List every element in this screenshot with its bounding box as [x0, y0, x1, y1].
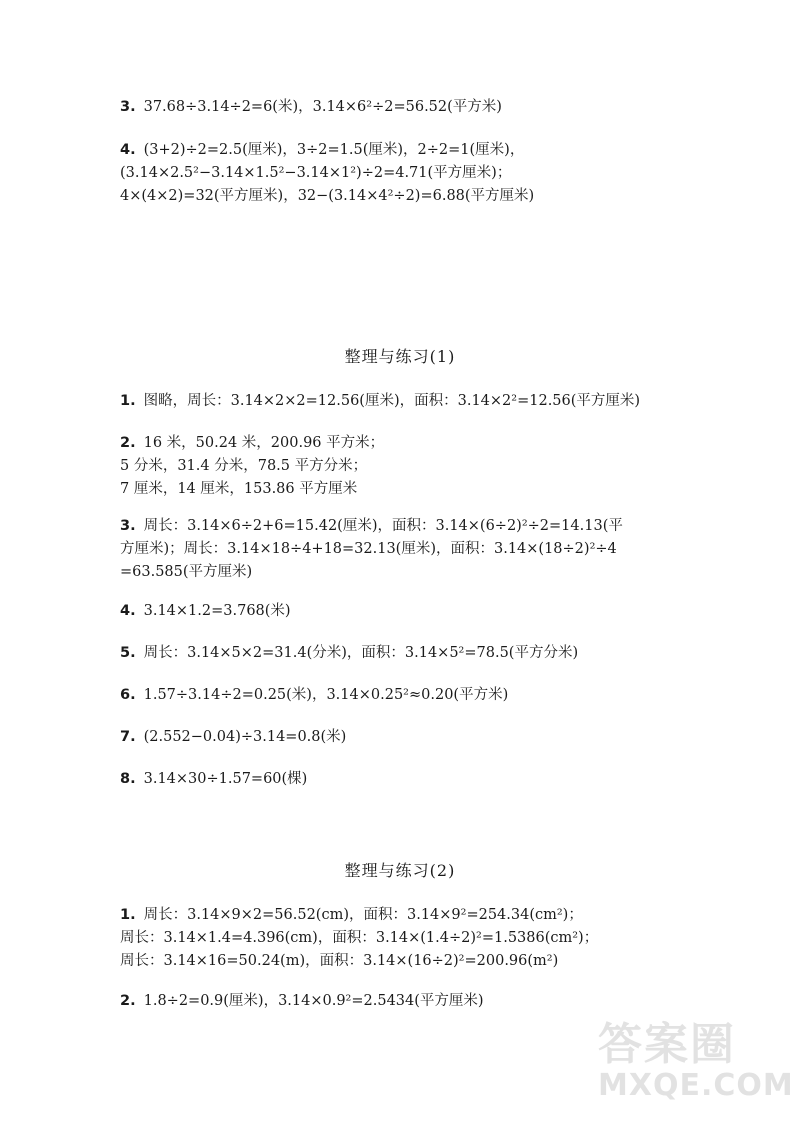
- item-text: 周长：3.14×5×2=31.4(分米)，面积：3.14×5²=78.5(平方分米): [143, 645, 579, 661]
- s1-item-3: [120, 515, 700, 584]
- s1-item-5: [120, 642, 700, 665]
- item-number: 7.: [120, 729, 136, 745]
- item-text: 周长：3.14×9×2=56.52(cm)，面积：3.14×9²=254.34(cm²)；: [143, 907, 583, 923]
- item-text: 1.8÷2=0.9(厘米)，3.14×0.9²=2.5434(平方厘米): [143, 993, 484, 1009]
- answer-line: [120, 726, 700, 749]
- watermark-logo: [598, 1008, 794, 1118]
- answer-line: [120, 96, 700, 119]
- item-number: 5.: [120, 645, 136, 661]
- answer-line: 周长：3.14×16=50.24(m)，面积：3.14×(16÷2)²=200.96(m²): [120, 953, 559, 969]
- item-number: 6.: [120, 687, 136, 703]
- item-text: (2.552−0.04)÷3.14=0.8(米): [143, 729, 347, 745]
- item-number: 4.: [120, 603, 136, 619]
- answer-line: [120, 515, 700, 538]
- answer-line: (3.14×2.5²−3.14×1.5²−3.14×1²)÷2=4.71(平方厘米)；: [120, 165, 512, 181]
- answer-line: [120, 642, 700, 665]
- answer-line: [120, 600, 700, 623]
- s1-item-4: [120, 600, 700, 623]
- item-number: 3.: [120, 99, 136, 115]
- answer-line: 5 分米，31.4 分米，78.5 平方分米；: [120, 458, 368, 474]
- answer-line: [120, 139, 700, 162]
- item-text: 周长：3.14×6÷2+6=15.42(厘米)，面积：3.14×(6÷2)²÷2=14.13(平: [143, 518, 623, 534]
- answer-line: 方厘米)；周长：3.14×18÷4+18=32.13(厘米)，面积：3.14×(18÷2)²÷4: [120, 541, 617, 557]
- answer-item-4: [120, 139, 700, 208]
- s1-item-1: [120, 390, 700, 413]
- item-number: 1.: [120, 393, 136, 409]
- answer-line: =63.585(平方厘米): [120, 564, 253, 580]
- watermark-text: 答案圈: [598, 1019, 736, 1070]
- item-text: 37.68÷3.14÷2=6(米)，3.14×6²÷2=56.52(平方米): [143, 99, 502, 115]
- answer-line: 周长：3.14×1.4=4.396(cm)，面积：3.14×(1.4÷2)²=1.5386(cm²)；: [120, 930, 599, 946]
- item-text: (3+2)÷2=2.5(厘米)，3÷2=1.5(厘米)，2÷2=1(厘米)，: [143, 142, 525, 158]
- s1-item-6: [120, 684, 700, 707]
- item-number: 2.: [120, 435, 136, 451]
- item-text: 1.57÷3.14÷2=0.25(米)，3.14×0.25²≈0.20(平方米): [143, 687, 509, 703]
- answer-line: 4×(4×2)=32(平方厘米)，32−(3.14×4²÷2)=6.88(平方厘米): [120, 188, 535, 204]
- item-number: 4.: [120, 142, 136, 158]
- answer-line: [120, 684, 700, 707]
- item-number: 2.: [120, 993, 136, 1009]
- answer-line: [120, 904, 700, 927]
- item-text: 3.14×1.2=3.768(米): [143, 603, 291, 619]
- item-number: 3.: [120, 518, 136, 534]
- answer-line: [120, 432, 700, 455]
- section-title: 整理与练习(1): [344, 347, 456, 366]
- s1-item-7: [120, 726, 700, 749]
- answer-line: [120, 390, 700, 413]
- s1-item-2: [120, 432, 700, 501]
- answer-line: [120, 768, 700, 791]
- item-number: 8.: [120, 771, 136, 787]
- section-title: 整理与练习(2): [344, 861, 456, 880]
- item-number: 1.: [120, 907, 136, 923]
- item-text: 16 米，50.24 米，200.96 平方米；: [143, 435, 385, 451]
- item-text: 3.14×30÷1.57=60(棵): [143, 771, 308, 787]
- answer-line: 7 厘米，14 厘米，153.86 平方厘米: [120, 481, 358, 497]
- answer-item-3: [120, 96, 700, 119]
- watermark-url: MXQE.COM: [598, 1068, 794, 1103]
- item-text: 图略，周长：3.14×2×2=12.56(厘米)，面积：3.14×2²=12.56(平方厘米): [143, 393, 641, 409]
- s1-item-8: [120, 768, 700, 791]
- s2-item-1: [120, 904, 700, 973]
